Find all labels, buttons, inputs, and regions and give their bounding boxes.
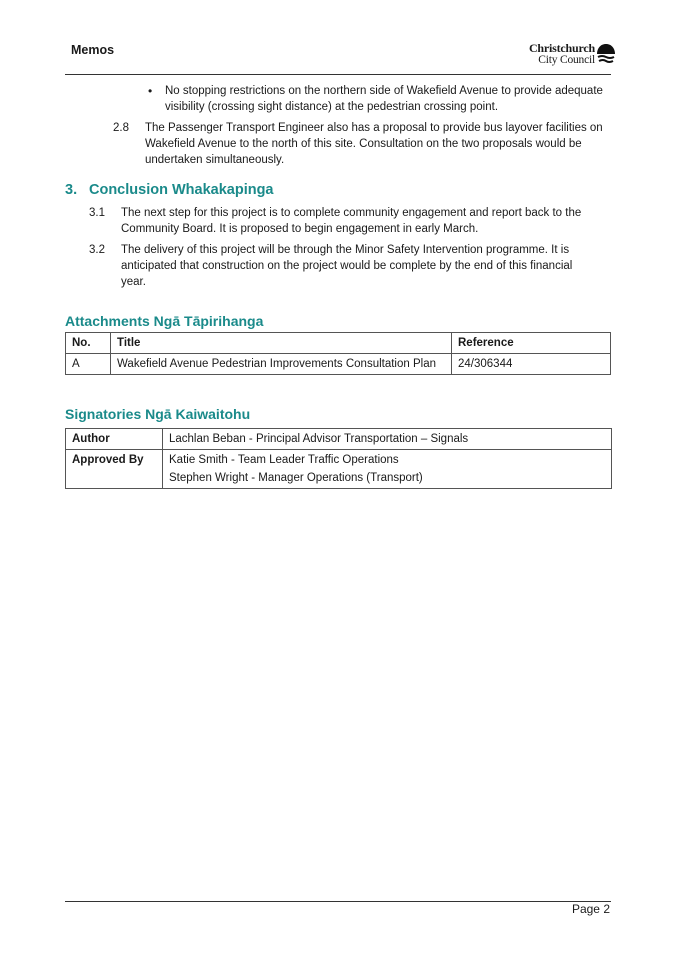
- bullet-text: No stopping restrictions on the northern side of Wakefield Avenue to provide adequate visibility (crossing sight distance) at the pedestrian crossing point.: [165, 85, 603, 113]
- section-number: 3.: [65, 182, 78, 198]
- logo-mark-icon: [595, 43, 617, 65]
- table-row: [66, 354, 611, 375]
- approver-2: Stephen Wright - Manager Operations (Transport): [169, 472, 423, 484]
- para-number: 3.1: [89, 207, 105, 219]
- signatories-table: [65, 428, 612, 489]
- approver-1: Katie Smith - Team Leader Traffic Operations: [169, 454, 399, 466]
- approved-label: Approved By: [66, 450, 163, 489]
- table-cell: Wakefield Avenue Pedestrian Improvements Consultation Plan: [111, 354, 452, 375]
- council-logo: [529, 42, 595, 66]
- table-cell: 24/306344: [452, 354, 611, 375]
- page-number: Page 2: [571, 902, 610, 916]
- para-number: 2.8: [113, 122, 129, 134]
- section-title: Conclusion Whakakapinga: [89, 182, 274, 198]
- attachments-table: [65, 332, 611, 375]
- logo-line1: Christchurch: [528, 41, 595, 55]
- author-value: Lachlan Beban - Principal Advisor Transportation – Signals: [163, 429, 612, 450]
- approved-values: [163, 450, 612, 489]
- footer-divider: [65, 901, 611, 902]
- para-text: The Passenger Transport Engineer also has a proposal to provide bus layover facilities on Wakefield Avenue to the north of this site. Consultation on the two proposals would be undertaken simultaneously.: [145, 122, 603, 166]
- table-header-row: [66, 333, 611, 354]
- logo-line2: City Council: [538, 54, 595, 66]
- header-title: Memos: [71, 43, 115, 57]
- bullet-icon: •: [148, 84, 153, 98]
- column-header: No.: [66, 333, 111, 354]
- para-text: The delivery of this project will be through the Minor Safety Intervention programme. It is anticipated that construction on the project would be complete by the end of this financial year.: [121, 244, 573, 288]
- table-row: [66, 450, 612, 489]
- table-row: [66, 429, 612, 450]
- column-header: Reference: [452, 333, 611, 354]
- page-header: [65, 40, 611, 75]
- para-text: The next step for this project is to complete community engagement and report back to the Community Board. It is proposed to begin engagement in early March.: [121, 207, 582, 235]
- table-cell: A: [66, 354, 111, 375]
- attachments-heading: Attachments Ngā Tāpirihanga: [65, 313, 264, 329]
- signatories-heading: Signatories Ngā Kaiwaitohu: [65, 406, 251, 422]
- column-header: Title: [111, 333, 452, 354]
- author-label: Author: [66, 429, 163, 450]
- para-number: 3.2: [89, 244, 105, 256]
